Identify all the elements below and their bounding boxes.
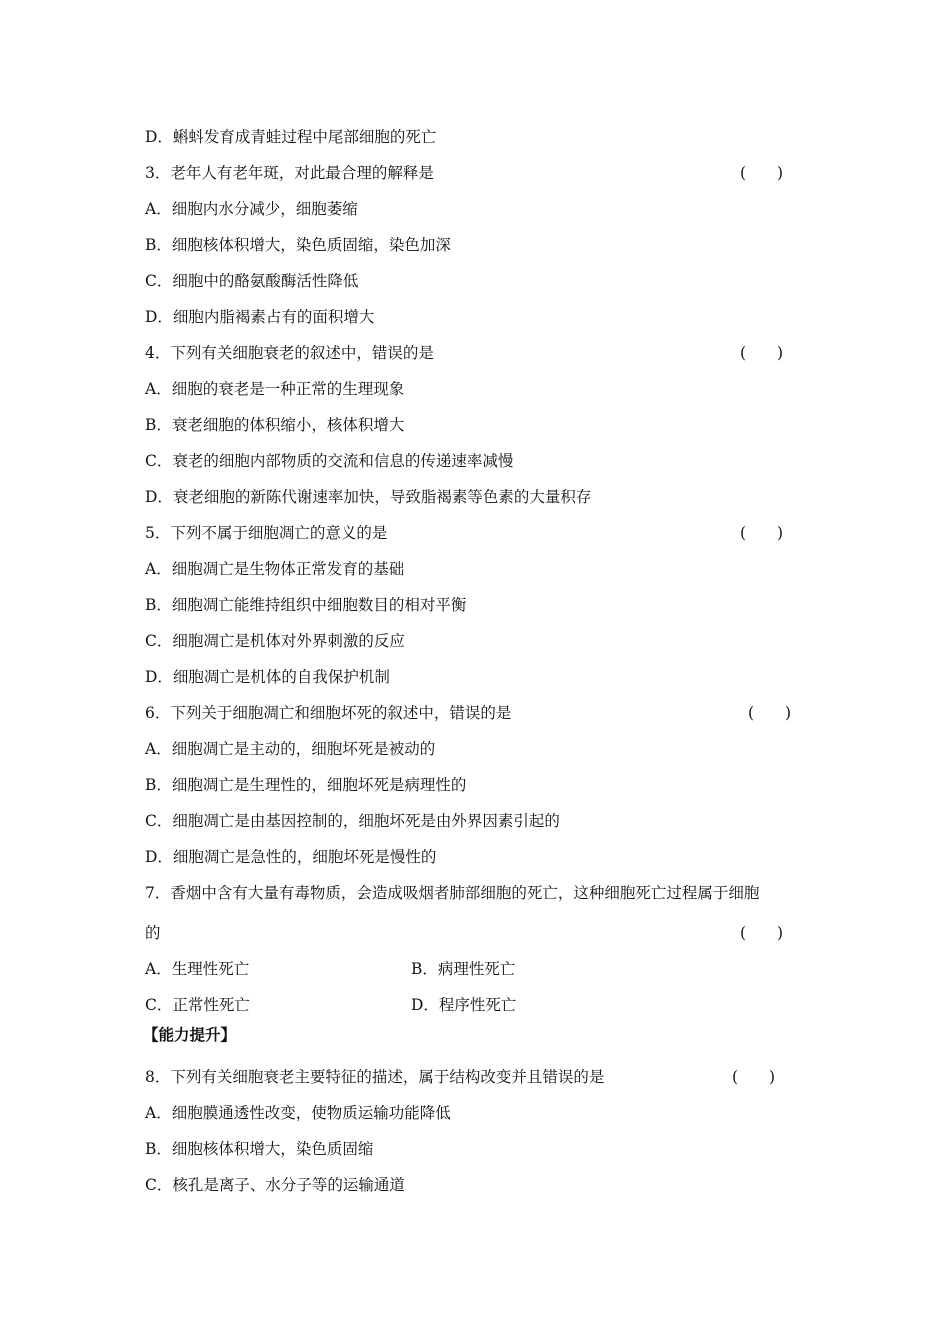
q7-option-b: B．病理性死亡 bbox=[411, 960, 516, 978]
q4-option-a: A．细胞的衰老是一种正常的生理现象 bbox=[145, 380, 405, 398]
q5-stem: 5．下列不属于细胞凋亡的意义的是 bbox=[145, 524, 388, 542]
q8-stem: 8．下列有关细胞衰老主要特征的描述，属于结构改变并且错误的是 bbox=[145, 1068, 605, 1086]
q3-answer-paren: ( ) bbox=[740, 164, 784, 182]
q3-option-b: B．细胞核体积增大，染色质固缩，染色加深 bbox=[145, 236, 451, 254]
q7-option-d: D．程序性死亡 bbox=[411, 996, 517, 1014]
q7-option-c: C．正常性死亡 bbox=[145, 996, 250, 1014]
q6-stem: 6．下列关于细胞凋亡和细胞坏死的叙述中，错误的是 bbox=[145, 704, 512, 722]
q7-option-a: A．生理性死亡 bbox=[145, 960, 250, 978]
q2-option-d: D．蝌蚪发育成青蛙过程中尾部细胞的死亡 bbox=[145, 128, 437, 146]
q8-option-b: B．细胞核体积增大，染色质固缩 bbox=[145, 1140, 374, 1158]
q8-option-c: C．核孔是离子、水分子等的运输通道 bbox=[145, 1176, 405, 1194]
section-heading: 【能力提升】 bbox=[143, 1025, 237, 1044]
q6-option-d: D．细胞凋亡是急性的，细胞坏死是慢性的 bbox=[145, 848, 437, 866]
q6-option-c: C．细胞凋亡是由基因控制的，细胞坏死是由外界因素引起的 bbox=[145, 812, 560, 830]
q6-option-a: A．细胞凋亡是主动的，细胞坏死是被动的 bbox=[145, 740, 436, 758]
q4-stem: 4．下列有关细胞衰老的叙述中，错误的是 bbox=[145, 344, 434, 362]
q5-answer-paren: ( ) bbox=[740, 524, 784, 542]
q5-option-d: D．细胞凋亡是机体的自我保护机制 bbox=[145, 668, 390, 686]
q6-option-b: B．细胞凋亡是生理性的，细胞坏死是病理性的 bbox=[145, 776, 467, 794]
q3-option-c: C．细胞中的酪氨酸酶活性降低 bbox=[145, 272, 359, 290]
q4-answer-paren: ( ) bbox=[740, 344, 784, 362]
q4-option-d: D．衰老细胞的新陈代谢速率加快，导致脂褐素等色素的大量积存 bbox=[145, 488, 592, 506]
q7-stem-line2: 的 bbox=[145, 924, 161, 942]
q5-option-a: A．细胞凋亡是生物体正常发育的基础 bbox=[145, 560, 405, 578]
q6-answer-paren: ( ) bbox=[748, 704, 792, 722]
q4-option-b: B．衰老细胞的体积缩小，核体积增大 bbox=[145, 416, 405, 434]
q8-option-a: A．细胞膜通透性改变，使物质运输功能降低 bbox=[145, 1104, 451, 1122]
q5-option-c: C．细胞凋亡是机体对外界刺激的反应 bbox=[145, 632, 405, 650]
q8-answer-paren: ( ) bbox=[732, 1068, 776, 1086]
q7-stem-line1: 7．香烟中含有大量有毒物质，会造成吸烟者肺部细胞的死亡，这种细胞死亡过程属于细胞 bbox=[145, 884, 760, 902]
q5-option-b: B．细胞凋亡能维持组织中细胞数目的相对平衡 bbox=[145, 596, 467, 614]
q4-option-c: C．衰老的细胞内部物质的交流和信息的传递速率减慢 bbox=[145, 452, 514, 470]
q7-answer-paren: ( ) bbox=[740, 924, 784, 942]
q3-stem: 3．老年人有老年斑，对此最合理的解释是 bbox=[145, 164, 434, 182]
q3-option-a: A．细胞内水分减少，细胞萎缩 bbox=[145, 200, 358, 218]
q3-option-d: D．细胞内脂褐素占有的面积增大 bbox=[145, 308, 375, 326]
